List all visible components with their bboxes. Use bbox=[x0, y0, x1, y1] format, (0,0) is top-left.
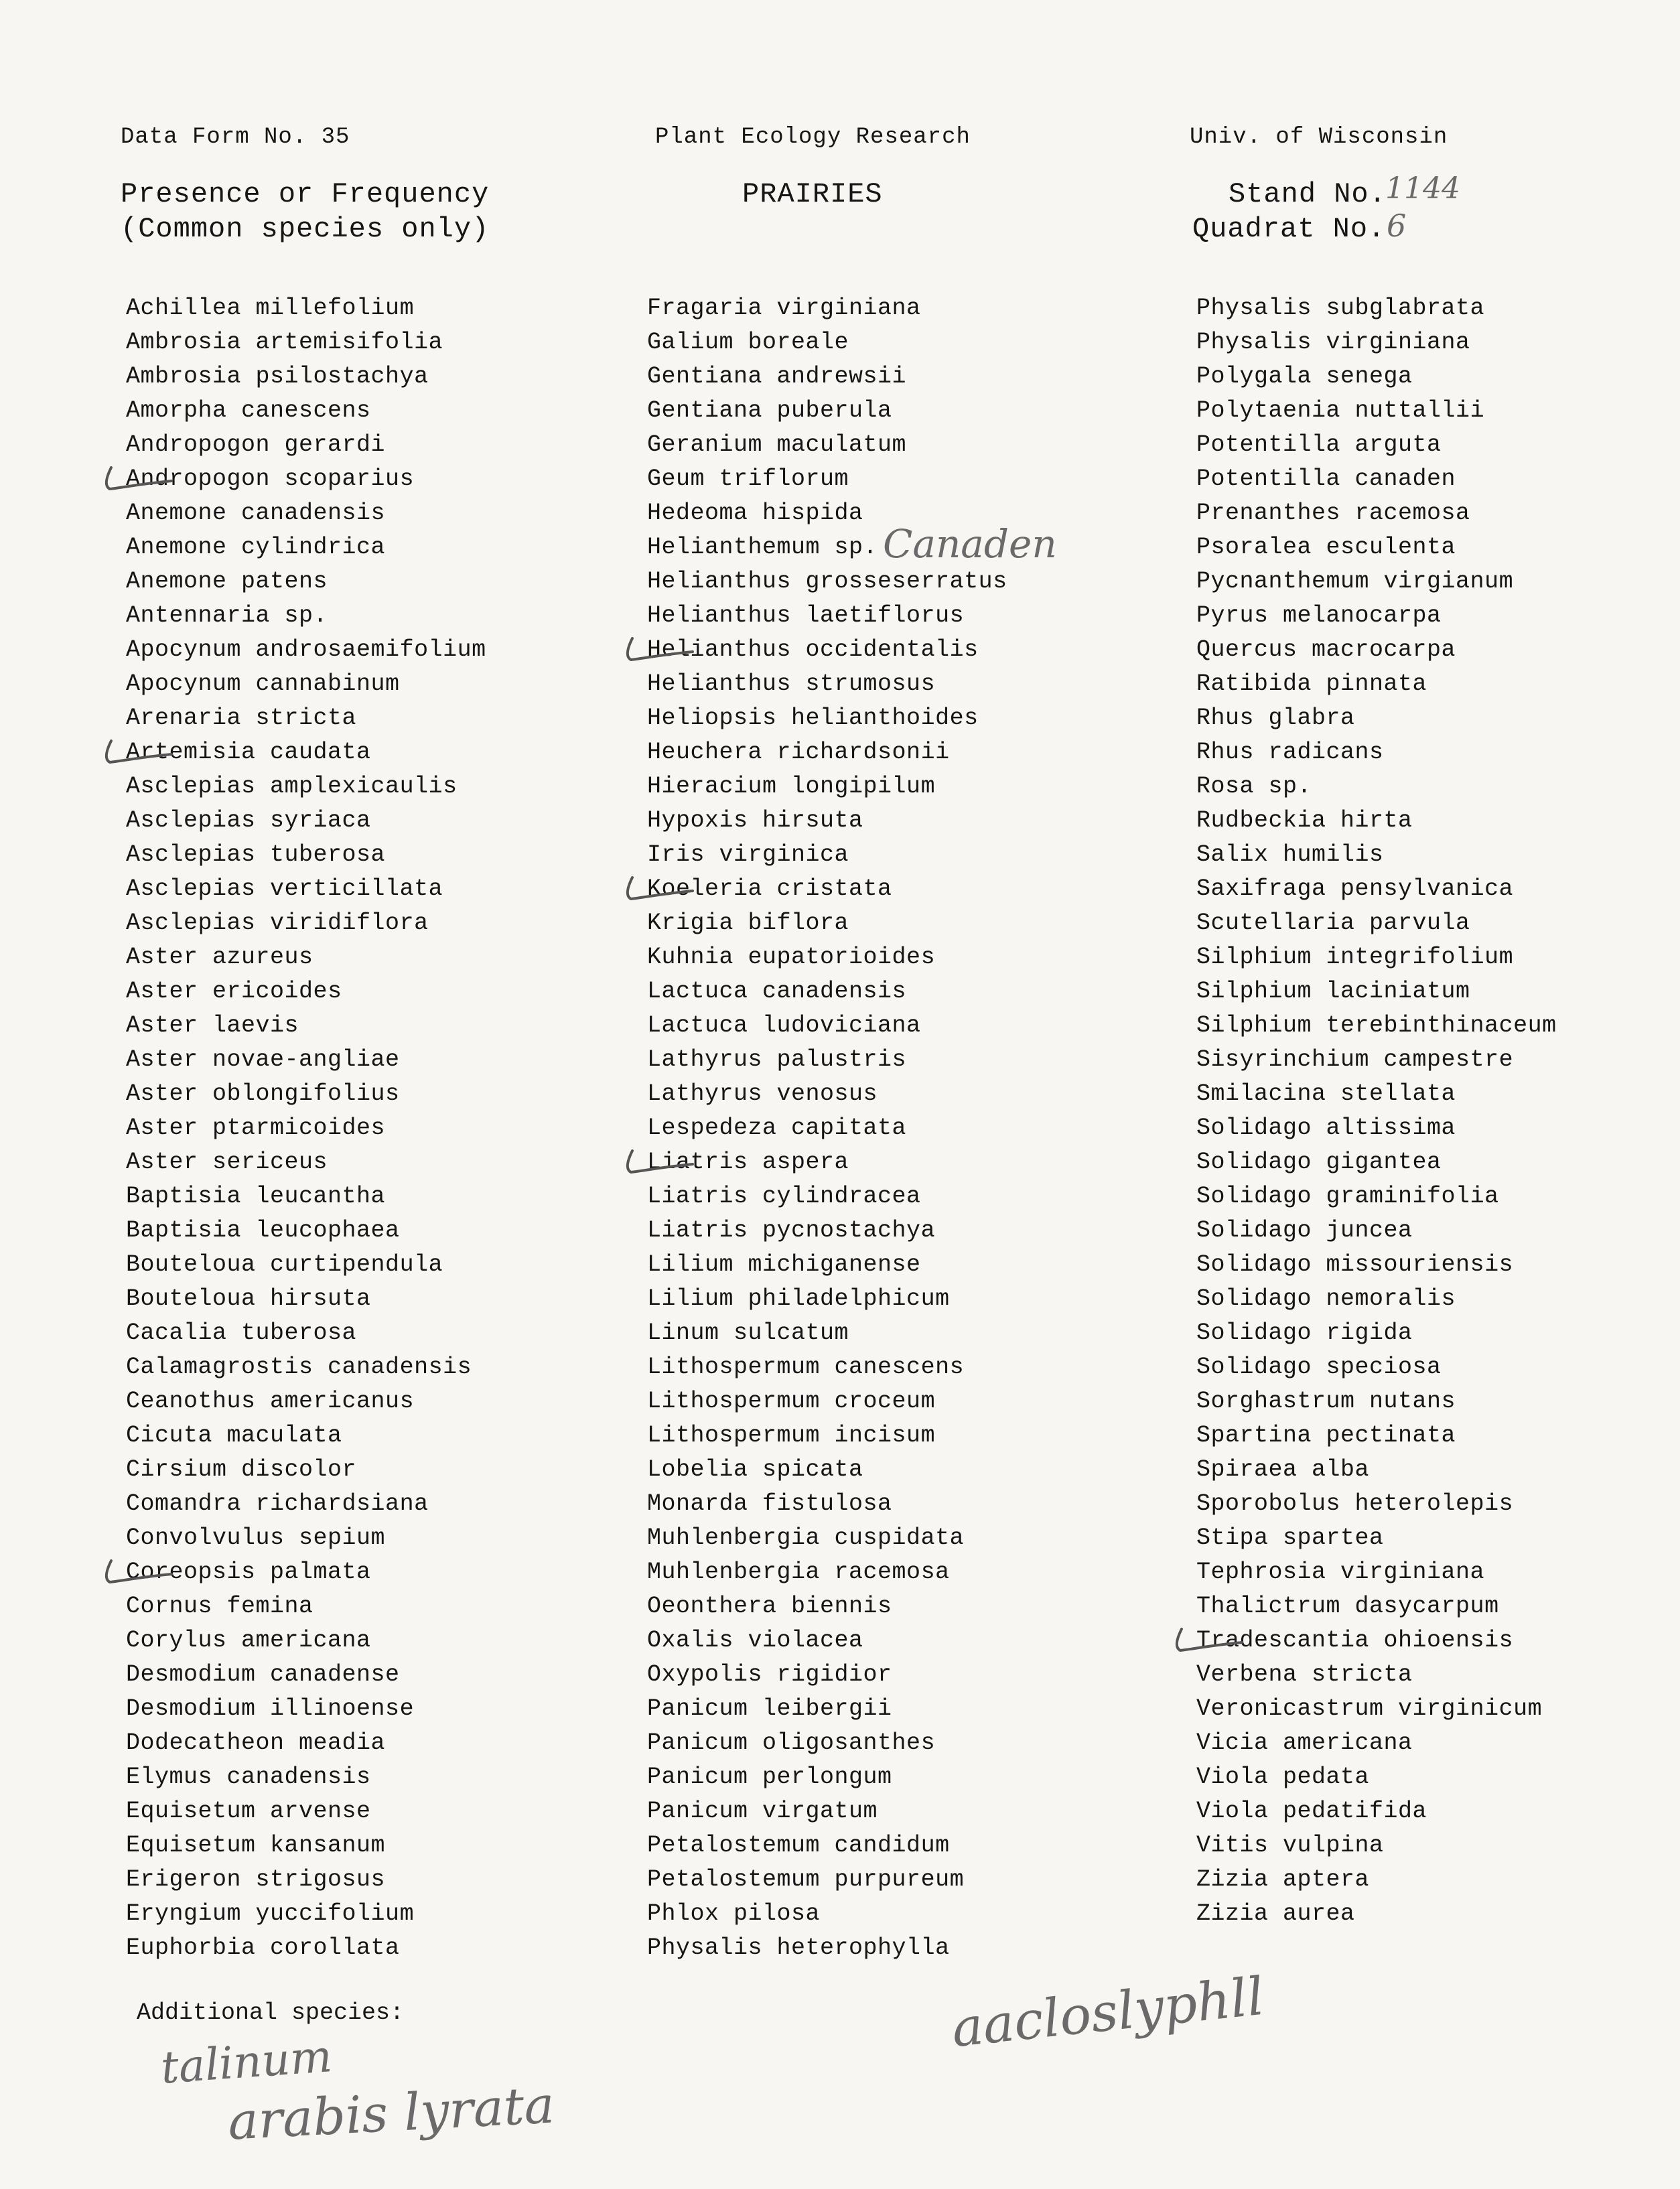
species-item: Cornus femina bbox=[126, 1593, 313, 1620]
species-item: Aster oblongifolius bbox=[126, 1080, 400, 1107]
species-item: Viola pedata bbox=[1196, 1764, 1370, 1790]
species-item: Rhus glabra bbox=[1196, 705, 1355, 731]
university: Univ. of Wisconsin bbox=[1190, 125, 1448, 150]
species-item: Petalostemum candidum bbox=[647, 1832, 950, 1859]
species-item: Hieracium longipilum bbox=[647, 773, 936, 800]
species-item: Helianthus strumosus bbox=[647, 670, 936, 697]
species-item: Desmodium canadense bbox=[126, 1661, 400, 1688]
species-item: Asclepias syriaca bbox=[126, 807, 371, 834]
species-item: Lilium michiganense bbox=[647, 1251, 921, 1278]
species-item: Aster laevis bbox=[126, 1012, 299, 1039]
species-item: Lithospermum incisum bbox=[647, 1422, 936, 1449]
species-item: Potentilla canaden bbox=[1196, 466, 1456, 492]
species-item: Muhlenbergia racemosa bbox=[647, 1559, 950, 1585]
species-item: Convolvulus sepium bbox=[126, 1525, 386, 1551]
stand-number-value: 1144 bbox=[1385, 171, 1460, 206]
species-item: Galium boreale bbox=[647, 329, 849, 356]
species-item: Ambrosia psilostachya bbox=[126, 363, 429, 390]
species-item: Fragaria virginiana bbox=[647, 295, 921, 322]
species-item: Solidago speciosa bbox=[1196, 1354, 1442, 1381]
species-item: Pyrus melanocarpa bbox=[1196, 602, 1442, 629]
species-item: Gentiana andrewsii bbox=[647, 363, 907, 390]
species-item: Euphorbia corollata bbox=[126, 1934, 400, 1961]
species-item: Liatris pycnostachya bbox=[647, 1217, 936, 1244]
handwritten-additional-3: aacloslyphll bbox=[949, 1966, 1267, 2060]
species-item: Cacalia tuberosa bbox=[126, 1320, 357, 1346]
species-item: Helianthemum sp. bbox=[647, 534, 878, 561]
species-item: Aster novae-angliae bbox=[126, 1046, 400, 1073]
species-item: Prenanthes racemosa bbox=[1196, 500, 1470, 526]
species-item: Lathyrus palustris bbox=[647, 1046, 907, 1073]
species-item: Koeleria cristata bbox=[647, 872, 1007, 906]
quadrat-number-value: 6 bbox=[1387, 208, 1407, 244]
species-item: Equisetum arvense bbox=[126, 1798, 371, 1825]
species-item: Andropogon scoparius bbox=[126, 462, 486, 496]
species-item: Ratibida pinnata bbox=[1196, 670, 1427, 697]
species-item: Ambrosia artemisifolia bbox=[126, 329, 443, 356]
species-item: Asclepias viridiflora bbox=[126, 910, 429, 936]
species-item: Oeonthera biennis bbox=[647, 1593, 892, 1620]
species-item: Spiraea alba bbox=[1196, 1456, 1370, 1483]
species-item: Physalis virginiana bbox=[1196, 329, 1470, 356]
species-item: Saxifraga pensylvanica bbox=[1196, 875, 1514, 902]
species-item: Lobelia spicata bbox=[647, 1456, 863, 1483]
species-item: Panicum virgatum bbox=[647, 1798, 878, 1825]
species-item: Hypoxis hirsuta bbox=[647, 807, 863, 834]
species-item: Solidago altissima bbox=[1196, 1115, 1456, 1141]
species-item: Gentiana puberula bbox=[647, 397, 892, 424]
check-mark-icon bbox=[1172, 1625, 1246, 1656]
species-item: Corylus americana bbox=[126, 1627, 371, 1654]
species-item: Solidago rigida bbox=[1196, 1320, 1413, 1346]
species-item: Aster ericoides bbox=[126, 978, 342, 1005]
species-item: Elymus canadensis bbox=[126, 1764, 371, 1790]
species-item: Panicum perlongum bbox=[647, 1764, 892, 1790]
species-item: Hedeoma hispida bbox=[647, 500, 863, 526]
species-item: Cirsium discolor bbox=[126, 1456, 357, 1483]
species-item: Solidago nemoralis bbox=[1196, 1285, 1456, 1312]
species-item: Thalictrum dasycarpum bbox=[1196, 1593, 1499, 1620]
species-item: Iris virginica bbox=[647, 841, 849, 868]
species-item: Scutellaria parvula bbox=[1196, 910, 1470, 936]
organization: Plant Ecology Research bbox=[655, 125, 971, 150]
species-item: Potentilla arguta bbox=[1196, 431, 1442, 458]
species-column-1 bbox=[126, 291, 486, 1965]
species-item: Muhlenbergia cuspidata bbox=[647, 1525, 965, 1551]
species-item: Coreopsis palmata bbox=[126, 1555, 486, 1590]
species-item: Geranium maculatum bbox=[647, 431, 907, 458]
species-item: Apocynum cannabinum bbox=[126, 670, 400, 697]
species-item: Lilium philadelphicum bbox=[647, 1285, 950, 1312]
species-item: Asclepias amplexicaulis bbox=[126, 773, 458, 800]
species-item: Solidago juncea bbox=[1196, 1217, 1413, 1244]
handwritten-helianthemum-note: Canaden bbox=[883, 521, 1057, 567]
species-item: Oxypolis rigidior bbox=[647, 1661, 892, 1688]
species-item: Rosa sp. bbox=[1196, 773, 1312, 800]
species-item: Erigeron strigosus bbox=[126, 1866, 386, 1893]
species-item: Oxalis violacea bbox=[647, 1627, 863, 1654]
check-mark-icon bbox=[623, 873, 697, 904]
species-item: Bouteloua curtipendula bbox=[126, 1251, 443, 1278]
species-item: Baptisia leucophaea bbox=[126, 1217, 400, 1244]
species-item: Asclepias tuberosa bbox=[126, 841, 386, 868]
species-item: Cicuta maculata bbox=[126, 1422, 342, 1449]
species-item: Viola pedatifida bbox=[1196, 1798, 1427, 1825]
species-item: Polygala senega bbox=[1196, 363, 1413, 390]
species-item: Pycnanthemum virgianum bbox=[1196, 568, 1514, 595]
species-item: Panicum leibergii bbox=[647, 1695, 892, 1722]
species-item: Achillea millefolium bbox=[126, 295, 415, 322]
species-item: Verbena stricta bbox=[1196, 1661, 1413, 1688]
species-item: Desmodium illinoense bbox=[126, 1695, 415, 1722]
species-item: Spartina pectinata bbox=[1196, 1422, 1456, 1449]
species-item: Anemone cylindrica bbox=[126, 534, 386, 561]
form-number: Data Form No. 35 bbox=[121, 125, 350, 150]
species-item: Helianthus occidentalis bbox=[647, 633, 1007, 667]
handwritten-additional-1: talinum bbox=[159, 2030, 334, 2094]
species-item: Physalis subglabrata bbox=[1196, 295, 1485, 322]
species-item: Antennaria sp. bbox=[126, 602, 328, 629]
species-item: Lithospermum canescens bbox=[647, 1354, 965, 1381]
species-item: Lespedeza capitata bbox=[647, 1115, 907, 1141]
check-mark-icon bbox=[102, 464, 176, 494]
species-item: Krigia biflora bbox=[647, 910, 849, 936]
species-item: Apocynum androsaemifolium bbox=[126, 636, 486, 663]
species-item: Petalostemum purpureum bbox=[647, 1866, 965, 1893]
check-mark-icon bbox=[623, 1147, 697, 1178]
species-column-3 bbox=[1196, 291, 1557, 1931]
check-mark-icon bbox=[102, 737, 176, 768]
species-item: Anemone patens bbox=[126, 568, 328, 595]
species-item: Andropogon gerardi bbox=[126, 431, 386, 458]
species-item: Veronicastrum virginicum bbox=[1196, 1695, 1543, 1722]
species-item: Equisetum kansanum bbox=[126, 1832, 386, 1859]
species-item: Anemone canadensis bbox=[126, 500, 386, 526]
species-item: Phlox pilosa bbox=[647, 1900, 821, 1927]
species-item: Silphium integrifolium bbox=[1196, 944, 1514, 971]
species-item: Psoralea esculenta bbox=[1196, 534, 1456, 561]
species-item: Zizia aptera bbox=[1196, 1866, 1370, 1893]
species-item: Sisyrinchium campestre bbox=[1196, 1046, 1514, 1073]
species-item: Aster azureus bbox=[126, 944, 313, 971]
species-item: Lathyrus venosus bbox=[647, 1080, 878, 1107]
species-item: Liatris aspera bbox=[647, 1145, 1007, 1180]
species-item: Baptisia leucantha bbox=[126, 1183, 386, 1210]
species-item: Dodecatheon meadia bbox=[126, 1729, 386, 1756]
presence-label: Presence or Frequency bbox=[121, 178, 490, 210]
handwritten-additional-2: arabis lyrata bbox=[226, 2074, 556, 2151]
species-item: Aster sericeus bbox=[126, 1149, 328, 1176]
species-item: Vicia americana bbox=[1196, 1729, 1413, 1756]
species-item: Tradescantia ohioensis bbox=[1196, 1624, 1557, 1658]
species-item: Arenaria stricta bbox=[126, 705, 357, 731]
species-item: Eryngium yuccifolium bbox=[126, 1900, 415, 1927]
species-item: Solidago missouriensis bbox=[1196, 1251, 1514, 1278]
page-title: PRAIRIES bbox=[742, 178, 883, 210]
species-item: Monarda fistulosa bbox=[647, 1490, 892, 1517]
species-item: Rudbeckia hirta bbox=[1196, 807, 1413, 834]
species-item: Heliopsis helianthoides bbox=[647, 705, 979, 731]
species-item: Smilacina stellata bbox=[1196, 1080, 1456, 1107]
quadrat-number-label: Quadrat No. bbox=[1192, 213, 1386, 245]
species-item: Polytaenia nuttallii bbox=[1196, 397, 1485, 424]
species-item: Solidago graminifolia bbox=[1196, 1183, 1499, 1210]
species-item: Amorpha canescens bbox=[126, 397, 371, 424]
species-item: Solidago gigantea bbox=[1196, 1149, 1442, 1176]
check-mark-icon bbox=[623, 634, 697, 665]
species-item: Liatris cylindracea bbox=[647, 1183, 921, 1210]
species-item: Kuhnia eupatorioides bbox=[647, 944, 936, 971]
species-item: Lactuca canadensis bbox=[647, 978, 907, 1005]
species-item: Aster ptarmicoides bbox=[126, 1115, 386, 1141]
species-item: Panicum oligosanthes bbox=[647, 1729, 936, 1756]
species-item: Silphium terebinthinaceum bbox=[1196, 1012, 1557, 1039]
species-item: Asclepias verticillata bbox=[126, 875, 443, 902]
species-item: Sorghastrum nutans bbox=[1196, 1388, 1456, 1415]
species-item: Sporobolus heterolepis bbox=[1196, 1490, 1514, 1517]
species-item: Stipa spartea bbox=[1196, 1525, 1384, 1551]
species-item: Vitis vulpina bbox=[1196, 1832, 1384, 1859]
species-item: Geum triflorum bbox=[647, 466, 849, 492]
species-item: Linum sulcatum bbox=[647, 1320, 849, 1346]
stand-number-label: Stand No. bbox=[1229, 178, 1387, 210]
species-item: Helianthus grosseserratus bbox=[647, 568, 1007, 595]
species-item: Helianthus laetiflorus bbox=[647, 602, 965, 629]
species-item: Calamagrostis canadensis bbox=[126, 1354, 472, 1381]
species-item: Lithospermum croceum bbox=[647, 1388, 936, 1415]
species-item: Zizia aurea bbox=[1196, 1900, 1355, 1927]
species-item: Comandra richardsiana bbox=[126, 1490, 429, 1517]
species-item: Tephrosia virginiana bbox=[1196, 1559, 1485, 1585]
species-item: Heuchera richardsonii bbox=[647, 739, 950, 766]
additional-species-label: Additional species: bbox=[137, 1999, 405, 2026]
check-mark-icon bbox=[102, 1557, 176, 1587]
species-item: Salix humilis bbox=[1196, 841, 1384, 868]
species-item: Physalis heterophylla bbox=[647, 1934, 950, 1961]
common-species-label: (Common species only) bbox=[121, 213, 490, 245]
species-item: Silphium laciniatum bbox=[1196, 978, 1470, 1005]
species-item: Artemisia caudata bbox=[126, 735, 486, 770]
species-item: Rhus radicans bbox=[1196, 739, 1384, 766]
species-item: Bouteloua hirsuta bbox=[126, 1285, 371, 1312]
species-item: Quercus macrocarpa bbox=[1196, 636, 1456, 663]
species-item: Ceanothus americanus bbox=[126, 1388, 415, 1415]
species-item: Lactuca ludoviciana bbox=[647, 1012, 921, 1039]
